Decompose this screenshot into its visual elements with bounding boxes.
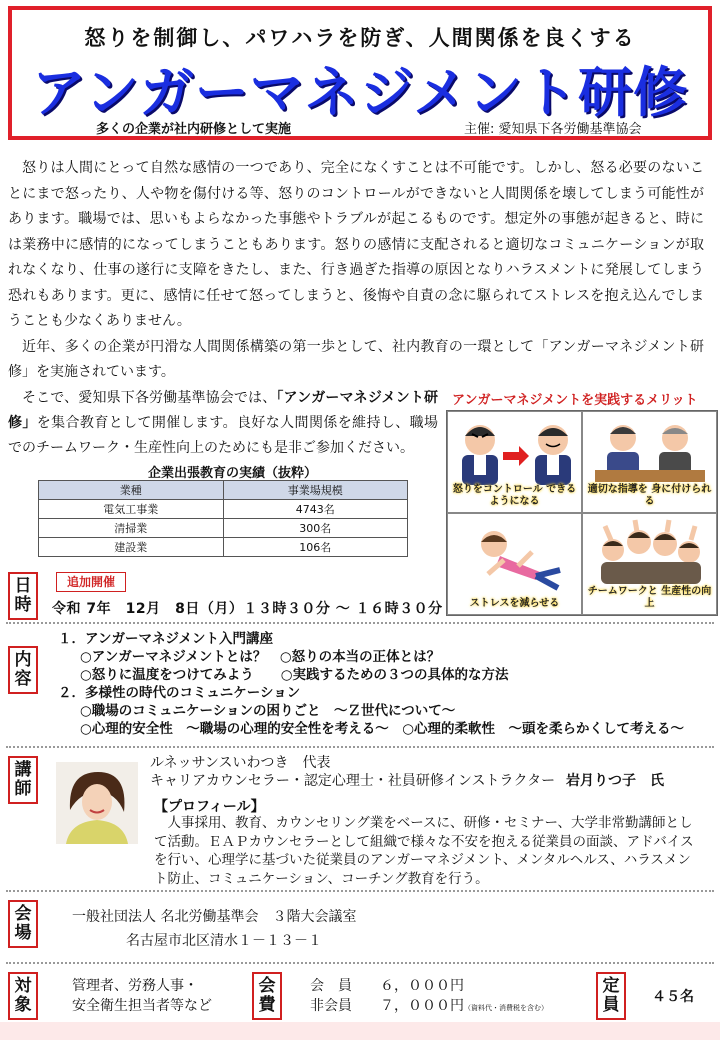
header-subtitle: 怒りを制御し、パワハラを防ぎ、人間関係を良くする xyxy=(84,26,636,50)
profile-text: 人事採用、教育、カウンセリング業をベースに、研修・セミナー、大学非常勤講師として活動。ＥＡＰカウンセラーとして組織で様々な不安を抱える従業員の面談、アドバイスを行い、心理学に基づいた従業員のアンガーマネジメント、メンタルヘルス、ハラスメント防止、コミュニケーション、コーチング教育を行う。 xyxy=(154,815,694,887)
table-cell: 106名 xyxy=(223,538,408,557)
footer-band xyxy=(0,1022,720,1040)
intro-p3-b: を集合教育として開催します。良好な人間関係を維持し、職場でのチームワーク・生産性向上のためにも是非ご参加ください。 xyxy=(8,415,439,456)
content-list xyxy=(58,630,684,738)
merit-caption-3: ストレスを減らせる xyxy=(469,598,560,609)
results-table xyxy=(38,480,408,557)
fee-label: 会費 xyxy=(252,972,282,1020)
intro-paragraph-2: 近年、多くの企業が円滑な人間関係構築の第一歩として、社内教育の一環として「アンガーマネジメント研修」を実施されています。 xyxy=(8,338,704,380)
lecturer-org: ルネッサンスいわつき 代表 xyxy=(150,755,331,771)
lecturer-label: 講師 xyxy=(8,756,38,804)
venue-name: 一般社団法人 名北労働基準会 ３階大会議室 xyxy=(72,909,357,925)
lecturer-name: 岩月りつ子 氏 xyxy=(566,773,664,789)
capacity-label: 定員 xyxy=(596,972,626,1020)
results-table-title: 企業出張教育の実績（抜粋） xyxy=(148,466,318,481)
merit-caption-2: 適切な指導を 身に付けられる xyxy=(587,484,712,507)
additional-session-badge: 追加開催 xyxy=(56,572,126,592)
content-item-1-sub-2: ○怒りに温度をつけてみよう ○実践するための３つの具体的な方法 xyxy=(80,667,509,683)
schedule-label: 日時 xyxy=(8,572,38,620)
divider xyxy=(6,962,714,964)
merits-title: アンガーマネジメントを実践するメリット xyxy=(452,393,698,408)
table-row xyxy=(39,519,408,538)
table-row xyxy=(39,538,408,557)
target-text xyxy=(72,976,212,1016)
header-host: 主催: 愛知県下各労働基準協会 xyxy=(464,122,642,137)
fee-note: （資料代・消費税を含む） xyxy=(464,1004,548,1012)
page-title: アンガーマネジメント研修 xyxy=(31,61,689,124)
content-item-2-sub-2: ○心理的安全性 ～職場の心理的安全性を考える～ ○心理的柔軟性 ～頭を柔らかくして考える～ xyxy=(80,721,685,737)
target-label: 対象 xyxy=(8,972,38,1020)
venue-label: 会場 xyxy=(8,900,38,948)
table-cell: 300名 xyxy=(223,519,408,538)
target-line-1: 管理者、労務人事・ xyxy=(72,978,198,994)
table-cell: 4743名 xyxy=(223,500,408,519)
venue-address: 名古屋市北区清水１－１３－１ xyxy=(126,933,322,949)
table-header-row xyxy=(39,481,408,500)
intro-p3-bold: 「アンガーマネジメント研修」 xyxy=(8,390,438,431)
fee-nonmember: 非会員 ７，０００円 xyxy=(310,998,464,1014)
divider xyxy=(6,746,714,748)
content-item-2: ２．多様性の時代のコミュニケーション xyxy=(58,685,301,701)
table-row xyxy=(39,500,408,519)
lecturer-portrait xyxy=(56,762,138,844)
intro-text xyxy=(8,156,704,386)
divider xyxy=(6,890,714,892)
intro-paragraph-1: 怒りは人間にとって自然な感情の一つであり、完全になくすことは不可能です。しかし、怒る必要のないことにまで怒ったり、人や物を傷付ける等、怒りのコントロールができないと人間関係を壊してしまう可能性があります。職場では、思いもよらなかった事態やトラブルが起こるものです。想定外の事態が起きると、時には業務中に感情的になってしまうこともあります。怒りの感情に支配されると適切なコミュニケーションが取れなくなり、仕事の遂行に支障をきたし、また、行き過ぎた指導の原因となりハラスメントに発展してしまう恐れもあります。更に、感情に任せて怒ってしまうと、後悔や自責の念に駆られてストレスを抱え込んでしまうことも少なくありません。 xyxy=(8,160,704,329)
fee-member: 会 員 ６，０００円 xyxy=(310,978,464,994)
merit-stress xyxy=(447,513,582,615)
divider xyxy=(6,622,714,624)
intro-p3-a: そこで、愛知県下各労働基準協会では、 xyxy=(22,390,277,406)
table-header-size: 事業場規模 xyxy=(223,481,408,500)
merit-caption-4: チームワークと 生産性の向上 xyxy=(587,586,712,609)
merit-caption-1: 怒りをコントロール できるようになる xyxy=(452,484,577,507)
profile-heading: 【プロフィール】 xyxy=(154,799,265,815)
lecturer-title: キャリアカウンセラー・認定心理士・社員研修インストラクター xyxy=(150,773,556,789)
table-cell: 清掃業 xyxy=(39,519,224,538)
table-header-industry: 業種 xyxy=(39,481,224,500)
header-tagline: 多くの企業が社内研修として実施 xyxy=(96,122,292,137)
fee-text xyxy=(310,976,548,1018)
table-cell: 建設業 xyxy=(39,538,224,557)
table-cell: 電気工事業 xyxy=(39,500,224,519)
lecturer-photo xyxy=(56,762,138,844)
capacity-value: ４５名 xyxy=(652,989,694,1005)
merit-guidance xyxy=(582,411,717,513)
merit-teamwork xyxy=(582,513,717,615)
content-item-1-sub-1: ○アンガーマネジメントとは？ ○怒りの本当の正体とは？ xyxy=(80,649,441,665)
target-line-2: 安全衛生担当者等など xyxy=(72,998,212,1014)
content-item-1: １．アンガーマネジメント入門講座 xyxy=(58,631,274,647)
content-item-2-sub-1: ○職場のコミュニケーションの困りごと ～Ｚ世代について～ xyxy=(80,703,456,719)
intro-paragraph-3 xyxy=(8,386,438,461)
fee-nonmember-row xyxy=(310,996,548,1018)
merits-grid xyxy=(446,410,718,616)
schedule-datetime: 令和 7年 12月 8日（月）１３時３０分 ～ １６時３０分 xyxy=(52,601,443,617)
content-label: 内容 xyxy=(8,646,38,694)
merit-control-anger xyxy=(447,411,582,513)
header-banner xyxy=(8,6,712,140)
